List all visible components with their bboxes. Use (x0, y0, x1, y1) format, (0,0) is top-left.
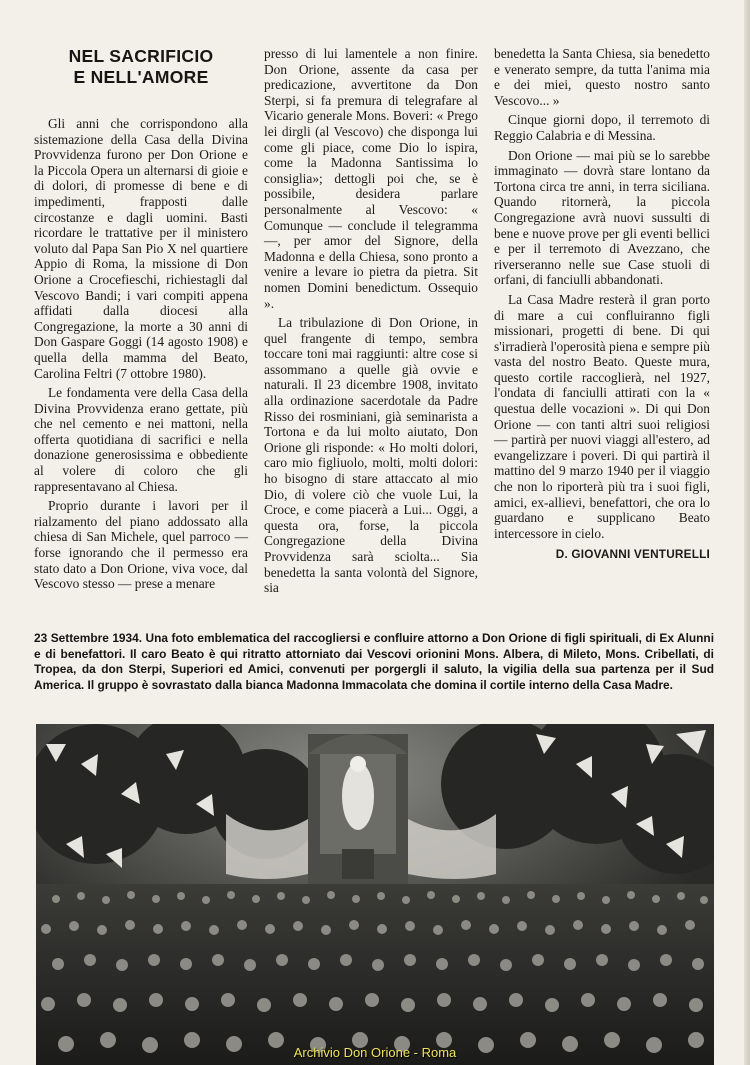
photo-caption: 23 Settembre 1934. Una foto emblematica del raccogliersi e confluire attorno a Don Orione di figli spirituali, di Ex Alunni e di benefattori. Il caro Beato è qui ritratto attorniato dai Vescovi orionini Mons. Albera, di Mileto, Mons. Cribellati, di Tropea, da don Sterpi, Superiori ed Amici, convenuti per porgergli il saluto, la vigilia della sua partenza per il Sud America. Il gruppo è sovrastato dalla bianca Madonna Immacolata che domina il cortile interno della Casa Madre. (34, 631, 714, 692)
paragraph: Le fondamenta vere della Casa della Divina Provvidenza erano gettate, più che nel cemento e nei mattoni, nella offerta quotidiana di sacrifici e nella donazione generosissima e obbediente al volere di coloro che gli rappresentavano al Chiesa. (34, 385, 248, 494)
paragraph: benedetta la Santa Chiesa, sia benedetto e venerato sempre, da tutta l'anima mia e dei miei, questo nostro santo Vescovo... » (494, 46, 710, 108)
paragraph: La Casa Madre resterà il gran porto di mare a cui confluiranno figli missionari, progetti di bene. Di qui s'irradierà l'operosità piena e sempre più vasta del nostro Beato. Queste mura, questo cortile raccoglierà, nel 1927, l'ondata di fanciulli attirati con la « questua delle vocazioni ». Di qui Don Orione — con tanti altri suoi religiosi — partirà per nuovi viaggi all'estero, ad evangelizzare i poveri. Di qui partirà il mattino del 9 marzo 1940 per il viaggio che non lo riporterà più tra i suoi figli, amici, ex-allievi, benefattori, che ora lo guardano e supplicano Beato intercessore in cielo. (494, 291, 710, 541)
paragraph: Don Orione — mai più se lo sarebbe immaginato — dovrà stare lontano da Tortona circa tre anni, in terra siciliana. Quando ritornerà, la piccola Congregazione avrà nuovi sussulti di bene e nuove prove per gli eventi bellici e per il terremoto di Avezzano, che riverseranno nelle sue Case stuoli di orfani, di fanciulli abbandonati. (494, 147, 710, 288)
article-headline (34, 46, 248, 88)
paragraph: Cinque giorni dopo, il terremoto di Reggio Calabria e di Messina. (494, 112, 710, 143)
article-body (34, 38, 714, 613)
page-edge (744, 0, 750, 1065)
author-signature: D. GIOVANNI VENTURELLI (555, 547, 710, 562)
article-column-1 (34, 38, 248, 596)
headline-line-2: E NELL'AMORE (73, 67, 209, 87)
photo-credit: Archivio Don Orione - Roma (293, 1045, 457, 1060)
paragraph: Gli anni che corrispondono alla sistemazione della Casa della Divina Provvidenza furono per Don Orione e la Piccola Opera un alternarsi di gioie e di dolori, di promesse di bene e di impedimenti, frapposti dalle circostanze e dagli uomini. Basti ricordare le trattative per il ministero voluto dal Papa San Pio X nel quartiere Appio di Roma, la missione di Don Orione a Crocefieschi, richiestagli dal Vescovo Bandi; i vari compiti appena affidati dalla diocesi alla Congregazione, la morte a 30 anni di Don Gaspare Goggi (14 agosto 1908) e quella della mamma del Beato, Carolina Feltri (7 ottobre 1980). (34, 116, 248, 381)
article-column-2 (264, 46, 478, 600)
paragraph: Proprio durante i lavori per il rialzamento del piano addossato alla chiesa di San Michele, quel parroco — forse ignorando che il permesso era stato dato a Don Orione, viva voce, dal Vescovo stesso — prese a menare (34, 498, 248, 592)
group-photo (36, 724, 714, 1065)
article-column-3 (494, 46, 710, 563)
group-photo-image (36, 724, 714, 1065)
paragraph: presso di lui lamentele a non finire. Don Orione, assente da casa per predicazione, avvertitone da Don Sterpi, si fa premura di telegrafare al Vicario generale Mons. Boveri: « Prego lei dirgli (al Vescovo) che disponga lui come gli piace, come Dio lo ispira, come la Madonna Santissima lo consiglia»; dettogli poi che, se è possibile, desidera parlare personalmente al Vescovo: « Comunque — conclude il telegramma —, per amor del Signore, della Madonna e della Chiesa, sono pronto a venire a levare io pietra da pietra. Sit nomen Domini benedictum. Ossequio ». (264, 46, 478, 311)
paragraph: La tribulazione di Don Orione, in quel frangente di tempo, sembra toccare toni mai raggiunti: altre cose si assommano a quelle già ovvie e naturali. Il 23 dicembre 1908, invitato alla ordinazione sacerdotale da Padre Risso dei rosminiani, già seminarista a Tortona e da lui molto aiutato, Don Orione gli risponde: « Ho molti dolori, caro mio figliuolo, molti, molti dolori: ho bisogno di stare attaccato al mio Dio, di volere ciò che vuole Lui, la Croce, e come piacerà a Lui... Oggi, a questa ora, forse, la piccola Congregazione della Divina Provvidenza sarà sciolta... Sia benedetta la santa volontà del Signore, sia (264, 315, 478, 596)
madonna-shrine (308, 734, 408, 884)
headline-line-1: NEL SACRIFICIO (68, 46, 214, 66)
